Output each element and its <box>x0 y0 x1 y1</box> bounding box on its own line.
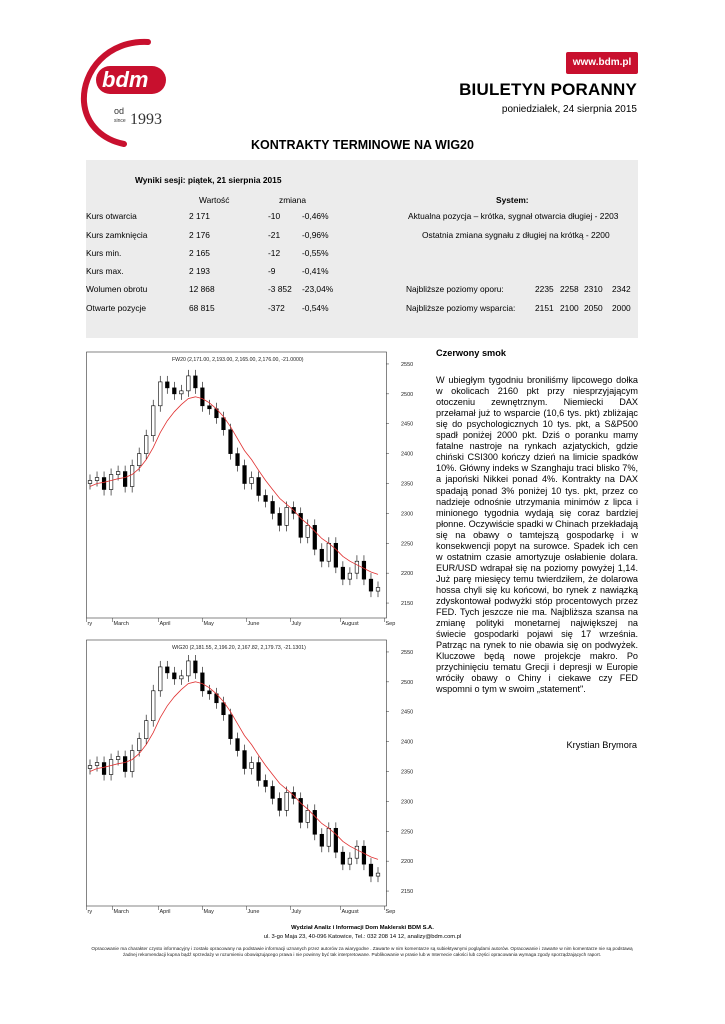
candle <box>334 822 338 858</box>
candle <box>102 757 106 781</box>
candle <box>144 430 148 460</box>
col-change-header: zmiana <box>279 195 306 205</box>
x-tick-label: Sep <box>385 621 396 627</box>
system-line-1: Aktualna pozycja – krótka, sygnał otwarcia długiej - 2203 <box>408 211 619 221</box>
candle <box>180 670 184 685</box>
row-label: Wolumen obrotu <box>86 284 148 294</box>
candle <box>257 757 261 787</box>
candle <box>243 460 247 490</box>
candle <box>215 688 219 709</box>
candle <box>88 475 92 490</box>
candle <box>369 858 373 882</box>
row-percent: -0,46% <box>302 211 329 221</box>
candle <box>243 745 247 775</box>
x-tick-label: March <box>113 909 129 915</box>
logo-text: bdm <box>102 67 149 92</box>
x-tick-label: July <box>291 621 302 627</box>
y-tick-label: 2550 <box>401 649 414 656</box>
row-percent: -0,55% <box>302 248 329 258</box>
plot-frame <box>87 640 387 906</box>
candle <box>172 667 176 685</box>
resistance-0: 2235 <box>535 284 554 294</box>
candle <box>299 507 303 543</box>
candle <box>362 555 366 585</box>
candle <box>355 555 359 579</box>
y-tick-label: 2450 <box>401 421 414 428</box>
candle <box>334 537 338 573</box>
candle <box>376 867 380 882</box>
y-tick-label: 2500 <box>401 391 414 398</box>
row-value: 12 868 <box>189 284 215 294</box>
y-tick-label: 2200 <box>401 571 414 578</box>
y-tick-label: 2150 <box>401 601 414 608</box>
candle <box>215 403 219 424</box>
candle <box>320 828 324 852</box>
candle <box>236 733 240 757</box>
candle <box>180 385 184 400</box>
candle <box>158 376 162 412</box>
candle <box>348 567 352 585</box>
candle <box>271 495 275 519</box>
row-change: -372 <box>268 303 285 313</box>
candle <box>130 460 134 493</box>
candle <box>236 448 240 472</box>
y-tick-label: 2450 <box>401 709 414 716</box>
x-tick-label: March <box>113 621 129 627</box>
candle <box>257 472 261 502</box>
y-tick-label: 2400 <box>401 451 414 458</box>
y-tick-label: 2300 <box>401 511 414 518</box>
candle <box>264 489 268 507</box>
website-badge[interactable]: www.bdm.pl <box>566 52 638 74</box>
y-tick-label: 2250 <box>401 829 414 836</box>
row-percent: -0,41% <box>302 266 329 276</box>
row-value: 68 815 <box>189 303 215 313</box>
candle <box>341 846 345 870</box>
x-tick-label: ry <box>87 909 93 915</box>
x-tick-label: August <box>341 621 359 627</box>
footer-company: Wydział Analiz i Informacji Dom Maklerski BDM S.A. <box>291 925 434 931</box>
candle <box>165 661 169 679</box>
y-tick-label: 2250 <box>401 541 414 548</box>
x-tick-label: Sep <box>385 909 396 915</box>
y-tick-label: 2150 <box>401 889 414 896</box>
section-title: KONTRAKTY TERMINOWE NA WIG20 <box>251 138 474 152</box>
logo-since: since <box>114 118 126 124</box>
system-line-2: Ostatnia zmiana sygnału z długiej na krótką - 2200 <box>422 230 610 240</box>
support-3: 2000 <box>612 303 631 313</box>
candle <box>172 382 176 400</box>
y-tick-label: 2500 <box>401 679 414 686</box>
row-change: -9 <box>268 266 276 276</box>
y-tick-label: 2200 <box>401 859 414 866</box>
candle <box>313 804 317 840</box>
candle <box>250 757 254 775</box>
footer-address: ul. 3-go Maja 23, 40-096 Katowice, Tel.: 032 208 14 12, analizy@bdm.com.pl <box>263 934 462 940</box>
row-change: -10 <box>268 211 281 221</box>
logo-od: od <box>114 106 125 116</box>
candle <box>201 667 205 697</box>
row-label: Otwarte pozycje <box>86 303 147 313</box>
candle <box>187 370 191 397</box>
candle <box>187 655 191 682</box>
row-label: Kurs max. <box>86 266 124 276</box>
author: Krystian Brymora <box>566 740 637 750</box>
bulletin-title: BIULETYN PORANNY <box>459 80 637 99</box>
row-value: 2 176 <box>189 230 210 240</box>
resistance-2: 2310 <box>584 284 603 294</box>
row-percent: -0,54% <box>302 303 329 313</box>
x-tick-label: June <box>247 621 260 627</box>
support-0: 2151 <box>535 303 554 313</box>
resistance-1: 2258 <box>560 284 579 294</box>
candle <box>137 448 141 472</box>
col-value-header: Wartość <box>199 195 230 205</box>
row-label: Kurs min. <box>86 248 122 258</box>
bdm-logo <box>78 36 168 146</box>
session-table <box>86 160 638 338</box>
row-value: 2 193 <box>189 266 210 276</box>
logo-year: 1993 <box>130 111 162 128</box>
row-percent: -0,96% <box>302 230 329 240</box>
resistance-label: Najbliższe poziomy oporu: <box>406 284 504 294</box>
candle <box>102 472 106 496</box>
chart-title: FW20 (2,171.00, 2,193.00, 2,165.00, 2,176.00, -21.0000) <box>172 357 304 363</box>
candle <box>264 774 268 792</box>
candle <box>313 519 317 555</box>
x-tick-label: June <box>247 909 260 915</box>
x-tick-label: July <box>291 909 302 915</box>
bulletin-date: poniedziałek, 24 sierpnia 2015 <box>501 104 637 115</box>
candle <box>130 745 134 778</box>
candle <box>362 840 366 870</box>
commentary <box>436 348 638 695</box>
row-value: 2 171 <box>189 211 210 221</box>
candle <box>327 822 331 852</box>
commentary-heading: Czerwony smok <box>436 348 506 358</box>
row-label: Kurs zamknięcia <box>86 230 148 240</box>
chart-title: WIG20 (2,181.55, 2,196.20, 2,167.82, 2,179.73, -21.1301) <box>172 645 306 651</box>
support-1: 2100 <box>560 303 579 313</box>
candle <box>201 382 205 412</box>
candle <box>369 573 373 597</box>
candle <box>194 655 198 679</box>
support-label: Najbliższe poziomy wsparcia: <box>406 303 516 313</box>
commentary-body: W ubiegłym tygodniu broniliśmy lipcowego dołka w okolicach 2160 pkt przy niesprzyjającym otoczeniu zewnętrznym. Niemiecki DAX przełamał już to wsparcie (10,6 tys. pkt) zbliżając się do psychologicznych 10 tys. pkt, a S&P500 spadł poniżej 2000 pkt. Dziś o poranku mamy fatalne nastroje na rynkach azjatyckich, gdzie chiński CSI300 kończy dzień na limicie spadków 10%. Główny indeks w Szanghaju traci blisko 7%, a japoński Nikkei ponad 4%. Kontrakty na DAX spadają ponad 3% poniżej 10 tys. pkt, przez co nadzieje odnośnie utrzymania minimów z lipca i minionego tygodnia wydają się coraz bardziej płonne. Oczywiście spadki w Chinach przekładają się na obawy o tamtejszą gospodarkę i w konsekwencji popyt na surowce. Spadek ich cen w ostatnim czasie amortyzuje osłabienie dolara. EUR/USD wdrapał się na poziomy powyżej 1,14. Już parę miesięcy temu twierdziłem, że dolarowa hossa chyli się ku końcowi, bo rynek z nawiązką zdyskontował podwyżki stóp procentowych przez FED. Tych jeszcze nie ma. Najbliższa szansa na zmianę polityki monetarnej największej na świecie gospodarki pojawi się 17 września. Patrząc na rynek to nie obawia się on podwyżek. Kluczowe będą nowe projekcje makro. Po przychinięciu tematu Grecji i depresji w Europie wróciły obawy o Chiny i ciekawe czy FED wspomni o tym w swoim „statement". <box>436 375 638 695</box>
y-tick-label: 2400 <box>401 739 414 746</box>
candle <box>376 582 380 598</box>
resistance-3: 2342 <box>612 284 631 294</box>
candle <box>348 852 352 870</box>
candle <box>151 400 155 442</box>
candle <box>278 507 282 531</box>
row-percent: -23,04% <box>302 284 334 294</box>
x-tick-label: April <box>159 909 171 915</box>
candle <box>250 472 254 490</box>
candle <box>165 376 169 394</box>
footer-disclaimer: Opracowanie ma charakter czysto informacyjny i zostało opracowany na podstawie informacji uznanych przez autorów za wiarygodne . Zawarte w nim komentarze są subiektywnymi poglądami autorów. Opracowanie i zawarte w nim komentarze nie są podstawą żadnej rekomendacji kupna bądź sprzedaży w rozumieniu obowiązującego prawa i nie powinny być tak interpretowane. Publikowanie w prasie lub w Internecie całości lub części opracowania wymaga zgody sporządzających raport. <box>91 946 633 957</box>
support-2: 2050 <box>584 303 603 313</box>
row-change: -21 <box>268 230 281 240</box>
candle <box>137 733 141 757</box>
candle <box>327 537 331 567</box>
row-label: Kurs otwarcia <box>86 211 137 221</box>
candle <box>123 751 127 778</box>
candle <box>271 780 275 804</box>
candle <box>144 715 148 745</box>
row-change: -12 <box>268 248 281 258</box>
candle <box>194 370 198 394</box>
candle <box>123 466 127 493</box>
y-tick-label: 2300 <box>401 799 414 806</box>
candle <box>278 792 282 816</box>
candle <box>109 469 113 496</box>
y-tick-label: 2350 <box>401 481 414 488</box>
fw20-chart <box>86 346 414 632</box>
x-tick-label: April <box>159 621 171 627</box>
x-tick-label: May <box>203 621 214 627</box>
y-tick-label: 2350 <box>401 769 414 776</box>
x-tick-label: August <box>341 909 359 915</box>
session-heading: Wyniki sesji: piątek, 21 sierpnia 2015 <box>135 175 282 185</box>
candle <box>355 840 359 864</box>
candle <box>341 561 345 585</box>
candle <box>88 760 92 775</box>
candle <box>109 754 113 781</box>
row-value: 2 165 <box>189 248 210 258</box>
x-tick-label: ry <box>87 621 93 627</box>
system-heading: System: <box>496 195 529 205</box>
candle <box>151 685 155 727</box>
candle <box>299 792 303 828</box>
row-change: -3 852 <box>268 284 292 294</box>
y-tick-label: 2550 <box>401 361 414 368</box>
candle <box>158 661 162 697</box>
x-tick-label: May <box>203 909 214 915</box>
candle <box>320 543 324 567</box>
wig20-chart <box>86 634 414 920</box>
